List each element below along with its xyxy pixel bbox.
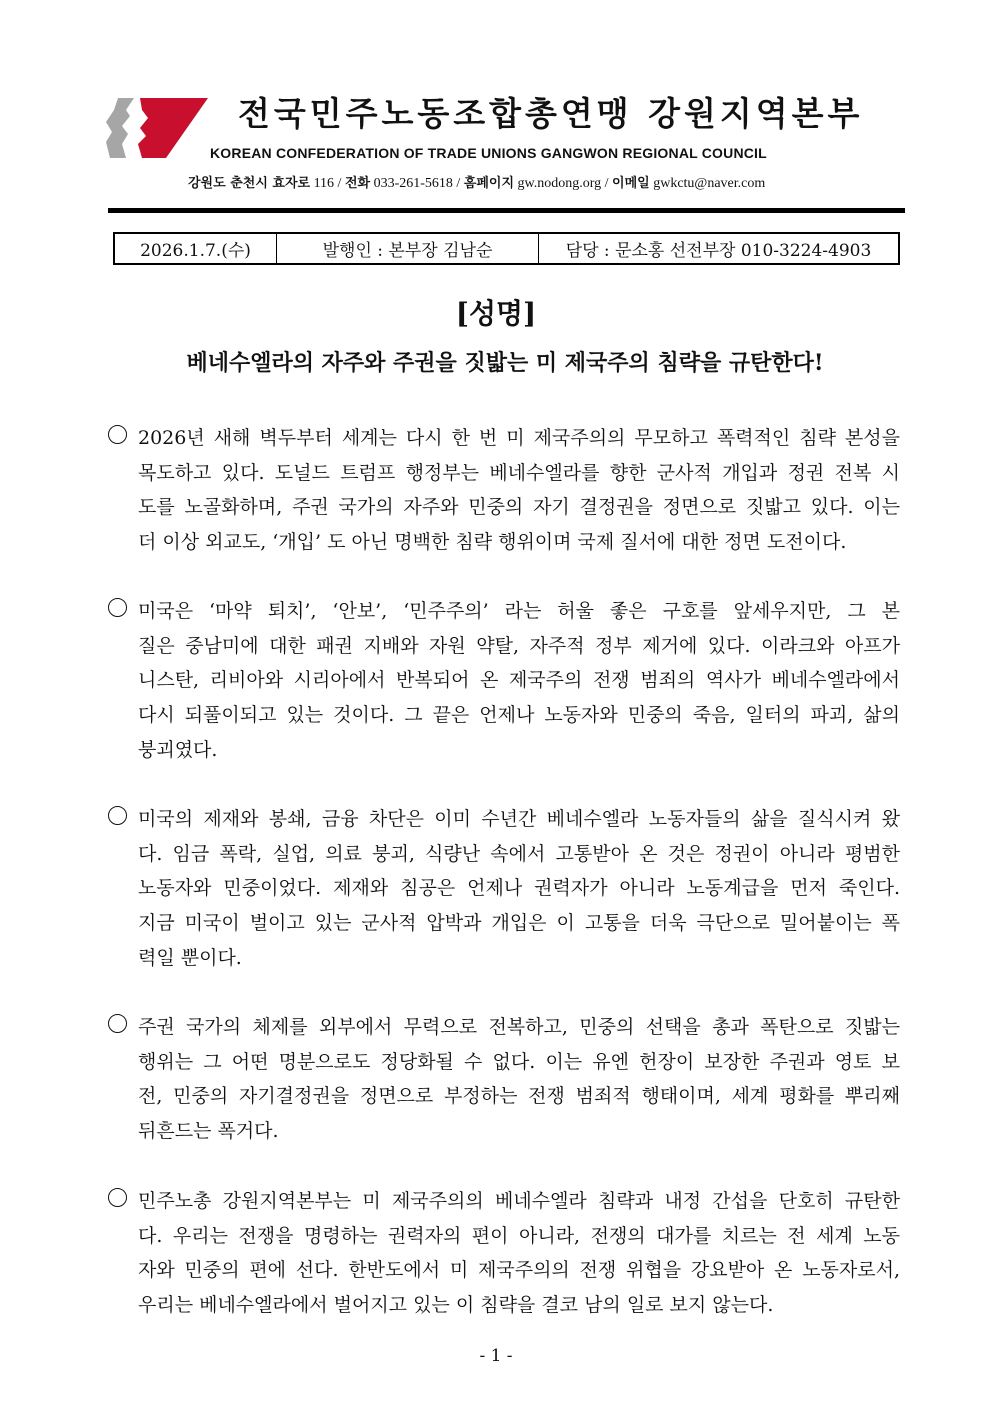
page-number: - 1 - bbox=[479, 1346, 513, 1366]
paragraph-line: 더 이상 외교도, ‘개입’ 도 아닌 명백한 침략 행위이며 국제 질서에 대한 정면 도전이다. bbox=[138, 531, 847, 554]
paragraph-line: 다시 되풀이되고 있는 것이다. 그 끝은 언제나 노동자와 민중의 죽음, 일터의 파괴, 삶의 bbox=[138, 704, 900, 727]
statement-paragraph bbox=[108, 1184, 900, 1323]
statement-paragraph bbox=[108, 594, 900, 767]
circle-bullet-icon bbox=[108, 425, 127, 444]
org-name-en: KOREAN CONFEDERATION OF TRADE UNIONS GANGWON REGIONAL COUNCIL bbox=[210, 145, 767, 161]
paragraph-line: 목도하고 있다. 도널드 트럼프 행정부는 베네수엘라를 향한 군사적 개입과 정권 전복 시 bbox=[138, 461, 900, 484]
document-title: [성명] bbox=[455, 297, 537, 330]
statement-paragraph bbox=[108, 1010, 900, 1149]
paragraph-line: 미국은 ‘마약 퇴치’, ‘안보’, ‘민주주의’ 라는 허울 좋은 구호를 앞세우지만, 그 본 bbox=[138, 600, 900, 622]
paragraph-line: 행위는 그 어떤 명분으로도 정당화될 수 없다. 이는 유엔 헌장이 보장한 주권과 영토 보 bbox=[138, 1050, 900, 1073]
address-number: 116 / bbox=[313, 176, 342, 191]
paragraph-line: 노동자와 민중이었다. 제재와 침공은 언제나 권력자가 아니라 노동계급을 먼저 죽인다. bbox=[138, 877, 900, 900]
paragraph-line: 질은 중남미에 대한 패권 지배와 자원 약탈, 자주적 정부 제거에 있다. 이라크와 아프가 bbox=[138, 634, 900, 657]
document-subtitle: 베네수엘라의 자주와 주권을 짓밟는 미 제국주의 침략을 규탄한다! bbox=[186, 350, 824, 376]
paragraph-line: 다. 우리는 전쟁을 명령하는 권력자의 편이 아니라, 전쟁의 대가를 치르는 전 세계 노동 bbox=[138, 1224, 900, 1247]
homepage-link[interactable]: gw.nodong.org / bbox=[517, 176, 609, 191]
paragraph-line: 다. 임금 폭락, 실업, 의료 붕괴, 식량난 속에서 고통받아 온 것은 정권이 아니라 평범한 bbox=[138, 842, 900, 865]
homepage-label: 홈페이지 bbox=[463, 176, 515, 191]
address: 강원도 춘천시 효자로 bbox=[188, 176, 311, 191]
paragraph-line: 니스탄, 리비아와 시리아에서 반복되어 온 제국주의 전쟁 범죄의 역사가 베네수엘라에서 bbox=[138, 669, 900, 692]
paragraph-line: 미국의 제재와 봉쇄, 금융 차단은 이미 수년간 베네수엘라 노동자들의 삶을 질식시켜 왔 bbox=[138, 808, 900, 830]
phone-label: 전화 bbox=[344, 176, 371, 191]
info-contact: 담당 : 문소홍 선전부장 010-3224-4903 bbox=[565, 241, 872, 261]
circle-bullet-icon bbox=[108, 1014, 127, 1033]
org-name-ko: 전국민주노동조합총연맹 강원지역본부 bbox=[238, 94, 864, 133]
info-date: 2026.1.7.(수) bbox=[115, 234, 277, 263]
paragraph-line: 민주노총 강원지역본부는 미 제국주의의 베네수엘라 침략과 내정 간섭을 단호히 규탄한 bbox=[138, 1190, 900, 1212]
email-link[interactable]: gwkctu@naver.com bbox=[653, 176, 766, 191]
contact-line bbox=[188, 172, 858, 192]
circle-bullet-icon bbox=[108, 1188, 127, 1207]
paragraph-line: 전, 민중의 자기결정권을 정면으로 부정하는 전쟁 범죄적 행태이며, 세계 평화를 뿌리째 bbox=[138, 1085, 900, 1108]
paragraph-line: 도를 노골화하며, 주권 국가의 자주와 민중의 자기 결정권을 정면으로 짓밟고 있다. 이는 bbox=[138, 496, 900, 519]
paragraph-line: 붕괴였다. bbox=[138, 738, 218, 761]
paragraph-line: 주권 국가의 체제를 외부에서 무력으로 전복하고, 민중의 선택을 총과 폭탄으로 짓밟는 bbox=[138, 1016, 900, 1038]
circle-bullet-icon bbox=[108, 806, 127, 825]
paragraph-line: 뒤흔드는 폭거다. bbox=[138, 1120, 279, 1143]
circle-bullet-icon bbox=[108, 598, 127, 617]
paragraph-line: 지금 미국이 벌이고 있는 군사적 압박과 개입은 이 고통을 더욱 극단으로 밀어붙이는 폭 bbox=[138, 912, 900, 935]
paragraph-line: 2026년 새해 벽두부터 세계는 다시 한 번 미 제국주의의 무모하고 폭력적인 침략 본성을 bbox=[138, 427, 900, 449]
paragraph-line: 우리는 베네수엘라에서 벌어지고 있는 이 침략을 결코 남의 일로 보지 않는다. bbox=[138, 1294, 774, 1317]
phone: 033-261-5618 / bbox=[373, 176, 461, 191]
statement-paragraph bbox=[108, 802, 900, 975]
info-publisher: 발행인 : 본부장 김남순 bbox=[277, 234, 539, 263]
email-label: 이메일 bbox=[612, 176, 650, 191]
info-table bbox=[113, 232, 900, 265]
header-divider bbox=[108, 208, 905, 213]
kctu-logo bbox=[104, 96, 214, 162]
paragraph-line: 자와 민중의 편에 선다. 한반도에서 미 제국주의의 전쟁 위협을 강요받아 온 노동자로서, bbox=[138, 1259, 900, 1282]
paragraph-line: 력일 뿐이다. bbox=[138, 946, 242, 969]
statement-paragraph bbox=[108, 421, 900, 560]
